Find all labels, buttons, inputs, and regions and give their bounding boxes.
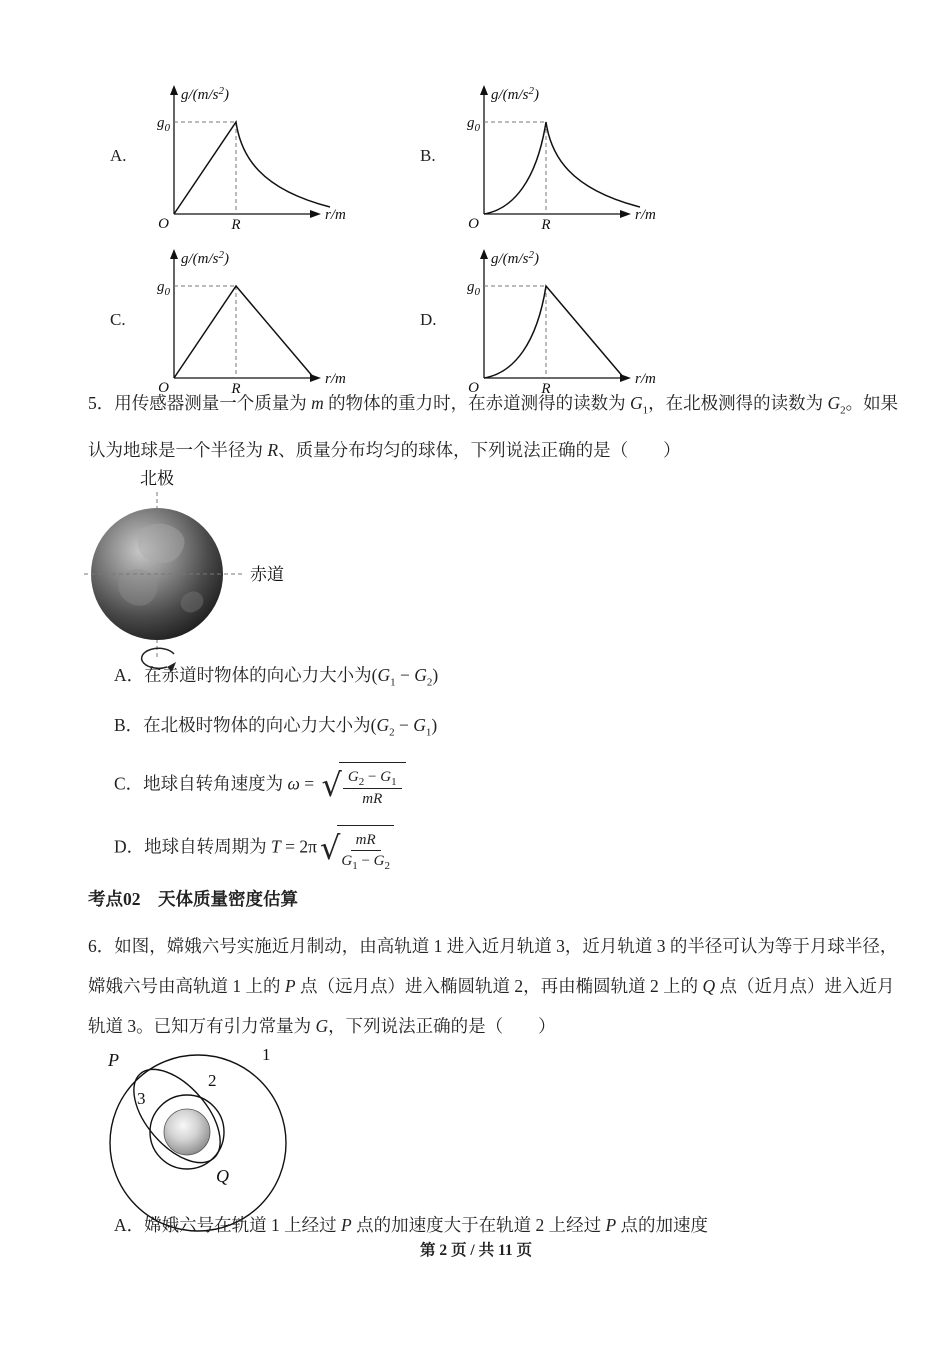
- y-axis-arrow-icon: [480, 249, 488, 259]
- text-segment: 点（近月点）进入近月: [715, 976, 895, 996]
- orbit-3-label: 3: [137, 1089, 146, 1108]
- q5-option-b: [114, 712, 438, 746]
- subscript: 2: [426, 676, 433, 689]
- text-segment: ): [431, 715, 438, 735]
- variable: G: [630, 393, 643, 413]
- orbit-2-label: 2: [208, 1071, 217, 1090]
- text-segment: ): [432, 665, 439, 685]
- g0-label: $g_0$: [467, 279, 480, 298]
- fraction-denominator: [362, 789, 382, 809]
- variable: G: [827, 393, 841, 413]
- g0-label: $g_0$: [467, 115, 480, 134]
- text-segment: −: [364, 769, 381, 785]
- text-segment: 6．如图，嫦娥六号实施近月制动，由高轨道 1 进入近月轨道 3，近月轨道 3 的半径可认为等于月球半径，: [88, 936, 898, 956]
- g-vs-r-graph-a: [144, 82, 354, 230]
- subscript: 1: [352, 860, 358, 873]
- y-axis-arrow-icon: [170, 85, 178, 95]
- y-axis-label: $g/(m/s^2)$: [491, 249, 539, 267]
- g-vs-r-graph-c: [144, 246, 354, 394]
- y-axis-label: $g/(m/s^2)$: [491, 85, 539, 103]
- subscript: 2: [384, 860, 391, 873]
- text-segment: C．地球自转角速度为: [114, 773, 288, 794]
- variable: G: [377, 665, 391, 685]
- option-letter-a: A.: [110, 146, 127, 165]
- text-segment: B．在北极时物体的向心力大小为: [114, 715, 371, 735]
- variable: G: [376, 715, 390, 735]
- radicand: [337, 825, 394, 872]
- y-axis-arrow-icon: [480, 85, 488, 95]
- variable: G: [347, 769, 359, 785]
- north-pole-label: 北极: [140, 469, 174, 488]
- text-segment: 点的加速度: [616, 1215, 709, 1235]
- variable: G: [341, 853, 353, 870]
- text-segment: −: [395, 665, 415, 685]
- variable: G: [414, 665, 427, 685]
- variable: P: [341, 1215, 352, 1235]
- q5-option-c-prefix: [114, 773, 319, 793]
- text-segment: =: [299, 773, 319, 794]
- subscript: 2: [840, 404, 846, 417]
- variable: G: [315, 1016, 329, 1036]
- subscript: 1: [642, 404, 649, 417]
- q6-option-a: [114, 1210, 708, 1240]
- q5-option-c: [114, 762, 438, 809]
- variable: R: [373, 790, 383, 807]
- variable: T: [271, 835, 281, 856]
- moon-sphere: [164, 1109, 210, 1155]
- graph-option-cell-a: [110, 82, 420, 230]
- radicand: [339, 762, 406, 809]
- radical-sign: √: [319, 828, 341, 867]
- option-letter-d: D.: [420, 310, 437, 329]
- x-axis-label: r/m: [635, 207, 656, 223]
- r-tick-label: R: [231, 381, 241, 394]
- orbit-1-label: 1: [262, 1045, 271, 1064]
- earth-globe-figure: [64, 466, 364, 681]
- g-vs-r-graph-b: [454, 82, 664, 230]
- variable: G: [413, 715, 426, 735]
- sqrt-expression: [322, 762, 406, 809]
- r-tick-label: R: [231, 217, 241, 230]
- text-segment: D．地球自转周期为: [114, 835, 272, 856]
- origin-label: O: [468, 380, 479, 394]
- g0-label: $g_0$: [157, 115, 170, 134]
- y-axis-label: $g/(m/s^2)$: [181, 85, 229, 103]
- variable: R: [267, 440, 279, 460]
- text-segment: A．在赤道时物体的向心力大小为: [114, 665, 372, 685]
- question-6-line-2: [88, 966, 895, 1006]
- text-segment: 、质量分布均匀的球体，下列说法正确的是（ ）: [278, 440, 681, 460]
- q5-option-a: [114, 662, 438, 696]
- variable: R: [366, 831, 376, 848]
- text-segment: 5．用传感器测量一个质量为: [88, 393, 312, 413]
- text-segment: ，下列说法正确的是（ ）: [328, 1016, 556, 1036]
- question-5-line-1: [88, 380, 899, 427]
- graph-option-cell-d: [420, 246, 730, 394]
- text-segment: 嫦娥六号由高轨道 1 上的: [88, 976, 285, 996]
- point-p-label: P: [108, 1050, 119, 1070]
- fraction: [341, 831, 390, 872]
- origin-label: O: [468, 216, 479, 230]
- variable: P: [284, 976, 296, 996]
- text-segment: 轨道 3。已知万有引力常量为: [88, 1016, 316, 1036]
- x-axis-label: r/m: [325, 207, 346, 223]
- x-axis-arrow-icon: [310, 210, 321, 218]
- variable: Q: [702, 976, 716, 996]
- question-5-text: [88, 380, 899, 474]
- subscript: 1: [390, 676, 396, 689]
- radical-sign: √: [321, 766, 342, 805]
- g-vs-r-graph-d: [454, 246, 664, 394]
- subscript: 2: [358, 776, 365, 788]
- text-segment: 点（远月点）进入椭圆轨道 2，再由椭圆轨道 2 上的: [295, 976, 703, 996]
- origin-label: O: [158, 216, 169, 230]
- text-segment: (: [370, 715, 377, 735]
- variable: G: [373, 853, 385, 870]
- equator-label: 赤道: [250, 565, 284, 584]
- origin-label: O: [158, 380, 169, 394]
- graph-option-cell-b: [420, 82, 730, 230]
- variable: m: [311, 393, 324, 413]
- text-segment: A．嫦娥六号在轨道 1 上经过: [114, 1215, 342, 1235]
- subscript: 1: [425, 726, 432, 739]
- variable: m: [362, 790, 374, 807]
- point-q-label: Q: [216, 1166, 229, 1186]
- text-segment: 的物体的重力时，在赤道测得的读数为: [323, 393, 631, 413]
- page-number-footer: 第 2 页 / 共 11 页: [420, 1242, 532, 1259]
- question-6-text: [88, 926, 898, 1046]
- text-segment: = 2π: [280, 835, 317, 856]
- y-axis-label: $g/(m/s^2)$: [181, 249, 229, 267]
- option-letter-b: B.: [420, 146, 436, 165]
- x-axis-label: r/m: [325, 371, 346, 387]
- text-segment: 认为地球是一个半径为: [88, 440, 268, 460]
- x-axis-arrow-icon: [620, 210, 631, 218]
- text-segment: 。如果: [845, 393, 899, 413]
- fraction-denominator: [341, 851, 390, 871]
- option-letter-c: C.: [110, 310, 126, 329]
- q5-option-d-prefix: [114, 836, 317, 856]
- y-axis-arrow-icon: [170, 249, 178, 259]
- section-heading-kaodian-02: 考点02 天体质量密度估算: [88, 889, 298, 909]
- subscript: 1: [391, 776, 397, 788]
- text-segment: ，在北极测得的读数为: [648, 393, 828, 413]
- text-segment: (: [371, 665, 378, 685]
- variable: ω: [287, 773, 300, 794]
- q5-option-d: [114, 825, 438, 872]
- variable: P: [605, 1215, 617, 1235]
- text-segment: −: [394, 715, 414, 735]
- g-curve-linear-rise-inverse-square-fall: [174, 122, 330, 214]
- graph-option-cell-c: [110, 246, 420, 394]
- sqrt-expression: [320, 825, 394, 872]
- fraction-numerator: [343, 768, 402, 789]
- r-tick-label: R: [541, 381, 551, 394]
- text-segment: 点的加速度大于在轨道 2 上经过: [351, 1215, 606, 1235]
- subscript: 2: [389, 726, 395, 739]
- question-6-line-1: [88, 926, 898, 966]
- g-curve-linear-rise-linear-fall: [174, 286, 314, 378]
- r-tick-label: R: [541, 217, 551, 230]
- question-5-options: [114, 662, 438, 887]
- g0-label: $g_0$: [157, 279, 170, 298]
- g-curve-curved-rise-linear-fall: [484, 286, 624, 378]
- g-curve-curved-rise-inverse-square-fall: [484, 122, 640, 214]
- variable: m: [355, 831, 367, 848]
- variable: G: [380, 769, 392, 785]
- graph-options-grid: [110, 82, 730, 394]
- fraction-numerator: [351, 831, 381, 852]
- x-axis-label: r/m: [635, 371, 656, 387]
- text-segment: −: [357, 853, 374, 870]
- fraction: [343, 768, 402, 809]
